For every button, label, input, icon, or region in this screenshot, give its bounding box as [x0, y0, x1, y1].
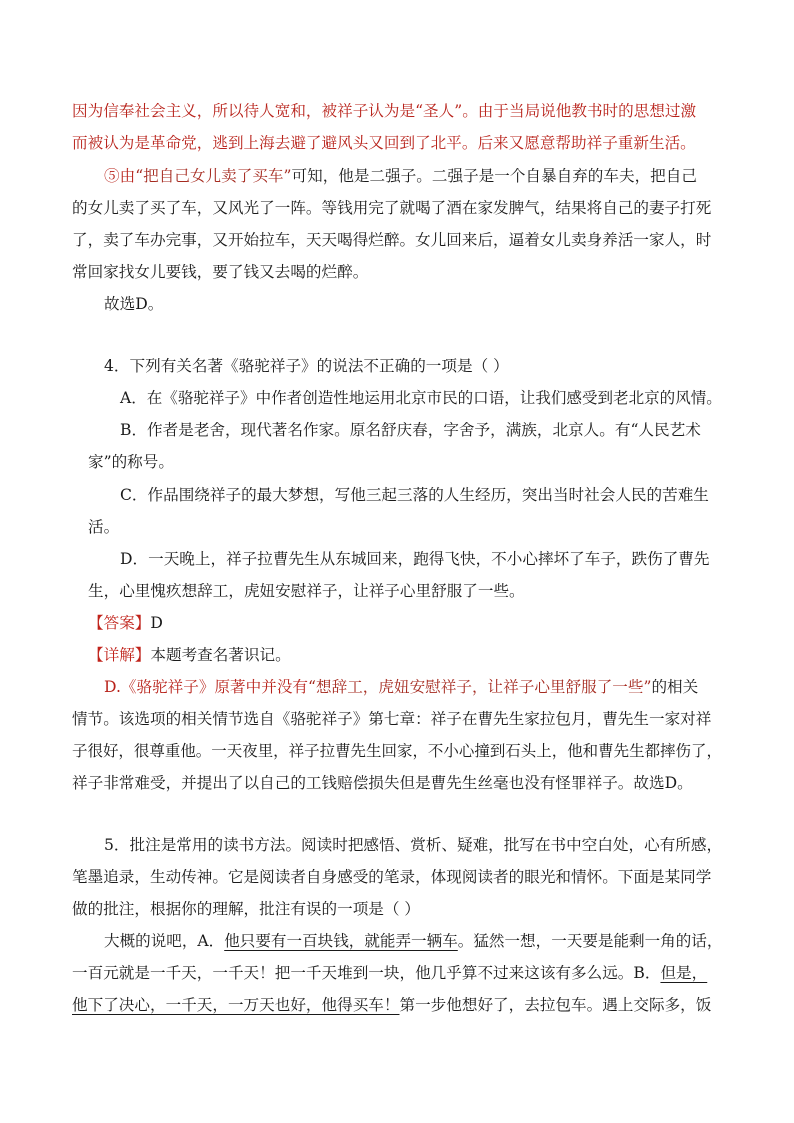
question-text: 笔墨追录，生动传神。它是阅读者自身感受的笔录，体现阅读者的眼光和情怀。下面是某同学 [72, 868, 712, 886]
passage-line [72, 957, 707, 989]
option-c [120, 479, 709, 511]
underlined-phrase-a: 他只要有一百块钱，就能弄一辆车 [224, 932, 458, 950]
answer-label: 【答案】 [88, 614, 151, 632]
passage-line [72, 989, 711, 1021]
question-5-stem-cont [72, 861, 711, 893]
explanation-line [72, 703, 711, 735]
answer-value: D [150, 614, 163, 632]
explanation-text: 的相关 [651, 678, 699, 696]
explanation-line [72, 735, 722, 767]
text-line [72, 192, 711, 224]
underlined-phrase-b: 他下了决心，一千天，一万天也好，他得买车！ [72, 996, 400, 1014]
paragraph-text: 的女儿卖了买了车，又风光了一阵。等钱用完了就喝了酒在家发脾气，结果将自己的妻子打死 [72, 199, 712, 217]
quoted-phrase: “想辞工，虎妞安慰祥子，让祥子心里舒服了一些” [308, 678, 652, 696]
text-line [72, 224, 711, 256]
explanation-text: 子很好，很尊重他。一天夜里，祥子拉曹先生回家，不小心撞到石头上，他和曹先生都摔伤了， [72, 742, 722, 760]
underlined-phrase-b: 但是， [660, 964, 708, 982]
explanation-text: 情节。该选项的相关情节选自《骆驼祥子》第七章：祥子在曹先生家拉包月，曹先生一家对祥 [72, 710, 712, 728]
item-number: ⑤由 [104, 167, 136, 185]
option-text: 家”的称号。 [88, 453, 174, 471]
explanation-line [72, 767, 693, 799]
question-4-stem [104, 350, 509, 382]
paragraph-text: 了，卖了车办完事，又开始拉车，天天喝得烂醉。女儿回来后，逼着女儿卖身养活一家人，时 [72, 231, 712, 249]
passage-line [104, 925, 722, 957]
option-b [120, 414, 701, 446]
question-text: 做的批注，根据你的理解，批注有误的一项是（ ） [72, 900, 421, 918]
passage-text: 一百元就是一千天，一千天！把一千天堆到一块，他几乎算不过来这该有多么远。B． [72, 964, 661, 982]
conclusion-line [104, 288, 163, 320]
explanation-line [104, 671, 698, 703]
question-5-stem-cont [72, 893, 420, 925]
detail-line [88, 639, 291, 671]
question-5-stem [104, 829, 722, 861]
paragraph-text: 可知，他是二强子。二强子是一个自暴自弃的车夫，把自己 [291, 167, 697, 185]
conclusion-text: 故选D。 [104, 295, 164, 313]
explanation-text: D.《骆驼祥子》原著中并没有 [104, 678, 309, 696]
option-text: 活。 [88, 518, 120, 536]
explanation-text: 因为信奉社会主义，所以待人宽和，被祥子认为是“圣人”。由于当局说他教书时的思想过激 [72, 102, 697, 120]
question-text: 5．批注是常用的读书方法。阅读时把感悟、赏析、疑难，批写在书中空白处，心有所感， [104, 836, 723, 854]
option-c-cont [88, 511, 119, 543]
paragraph-5-first-line [104, 160, 697, 192]
text-line [72, 127, 696, 159]
option-text: B．作者是老舍，现代著名作家。原名舒庆春，字舍予，满族，北京人。有“人民艺术 [120, 421, 701, 439]
detail-text: 本题考查名著识记。 [150, 646, 291, 664]
option-a [120, 382, 722, 414]
text-line [72, 256, 368, 288]
question-text: 4．下列有关名著《骆驼祥子》的说法不正确的一项是（ ） [104, 357, 509, 375]
option-b-cont [88, 446, 174, 478]
option-text: 生，心里愧疚想辞工，虎妞安慰祥子，让祥子心里舒服了一些。 [88, 582, 525, 600]
option-d [120, 543, 709, 575]
detail-label: 【详解】 [88, 646, 151, 664]
option-text: A．在《骆驼祥子》中作者创造性地运用北京市民的口语，让我们感受到老北京的风情。 [120, 389, 722, 407]
option-text: C．作品围绕祥子的最大梦想，写他三起三落的人生经历，突出当时社会人民的苦难生 [120, 486, 709, 504]
passage-text: 第一步他想好了，去拉包车。遇上交际多，饭 [399, 996, 712, 1014]
answer-line [88, 607, 163, 639]
paragraph-text: 常回家找女儿要钱，要了钱又去喝的烂醉。 [72, 263, 369, 281]
option-text: D．一天晚上，祥子拉曹先生从东城回来，跑得飞快，不小心摔坏了车子，跌伤了曹先 [120, 550, 710, 568]
text-line [72, 95, 696, 127]
quoted-phrase: “把自己女儿卖了买车” [135, 167, 292, 185]
option-d-cont [88, 575, 525, 607]
passage-text: 大概的说吧，A． [104, 932, 225, 950]
passage-text: 。猛然一想，一天要是能剩一角的话， [457, 932, 723, 950]
explanation-text: 而被认为是革命党，逃到上海去避了避风头又回到了北平。后来又愿意帮助祥子重新生活。 [72, 134, 696, 152]
explanation-text: 祥子非常难受，并提出了以自己的工钱赔偿损失但是曹先生丝毫也没有怪罪祥子。故选D。 [72, 774, 693, 792]
